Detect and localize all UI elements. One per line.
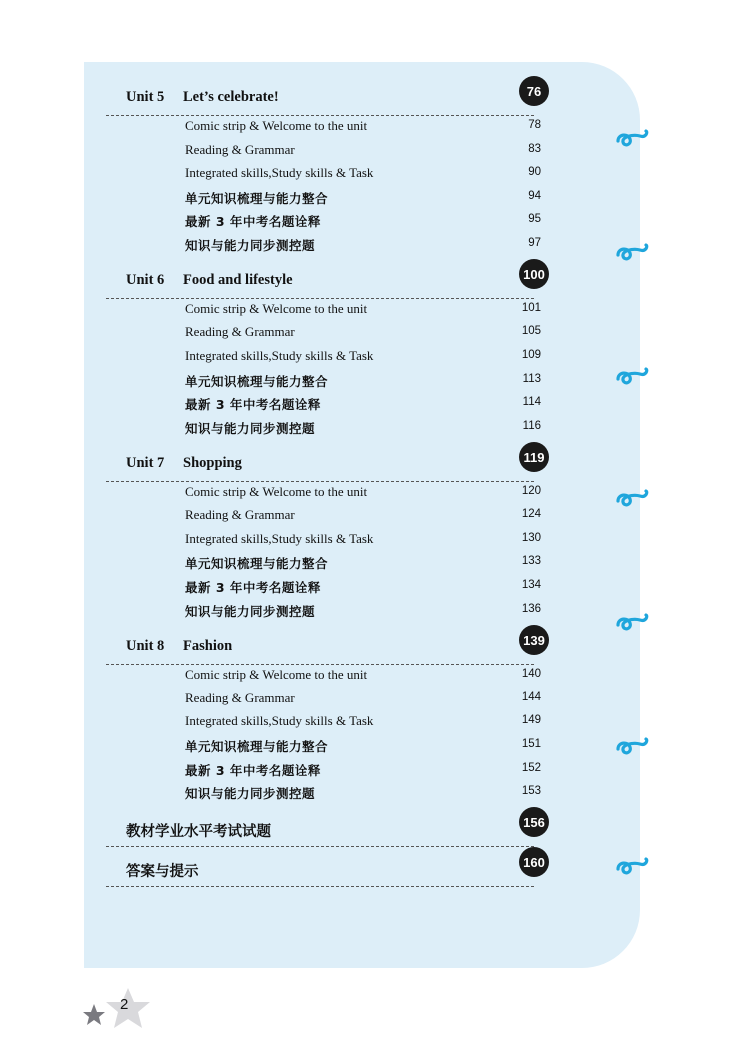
toc-entry[interactable] [185,210,541,232]
toc-entry[interactable] [185,482,541,504]
unit-heading[interactable] [106,260,548,300]
entry-label: Comic strip & Welcome to the unit [185,484,368,499]
page-badge: 119 [520,443,548,471]
entry-label: Integrated skills,Study skills & Task [185,165,374,180]
unit-name: Shopping [183,455,242,471]
entry-label: 最新 3 年中考名题诠释 [185,580,321,595]
toc-entry[interactable] [185,552,541,574]
spiral-ring-icon [612,488,652,512]
toc-entry[interactable] [185,234,541,256]
page-number: 2 [120,996,129,1013]
entry-page: 113 [522,373,541,385]
entry-page: 90 [528,166,541,178]
spiral-ring-icon [612,856,652,880]
toc-entry[interactable] [185,163,541,185]
unit-heading[interactable] [106,626,548,666]
entry-page: 101 [521,302,541,314]
entry-page: 151 [521,738,541,750]
entry-page: 114 [522,396,541,408]
exam-heading[interactable] [106,808,548,848]
unit-title [126,638,232,655]
entry-page: 83 [528,143,541,155]
entry-label: Integrated skills,Study skills & Task [185,531,374,546]
unit-heading[interactable] [106,443,548,483]
spiral-ring-icon [612,612,652,636]
entry-label: Integrated skills,Study skills & Task [185,348,374,363]
entry-page: 136 [521,603,541,615]
page-badge: 100 [520,260,548,288]
entry-label: 知识与能力同步测控题 [185,604,316,619]
toc-entry[interactable] [185,735,541,757]
entry-label: Comic strip & Welcome to the unit [185,301,368,316]
section-title: 教材学业水平考试试题 [126,824,271,840]
toc-entry[interactable] [185,688,541,710]
entry-label: Reading & Grammar [185,507,295,522]
entry-page: 153 [521,785,541,797]
unit-name: Food and lifestyle [183,272,293,288]
toc-entry[interactable] [185,140,541,162]
entry-label: 最新 3 年中考名题诠释 [185,397,321,412]
entry-page: 109 [521,349,541,361]
entry-page: 140 [521,668,541,680]
unit-name: Let’s celebrate! [183,89,279,105]
entry-page: 95 [528,213,541,225]
toc-entry[interactable] [185,299,541,321]
unit-number: Unit 6 [126,272,165,288]
entry-label: Comic strip & Welcome to the unit [185,667,368,682]
page-badge: 160 [520,848,548,876]
entry-page: 152 [521,762,541,774]
toc-entry[interactable] [185,417,541,439]
entry-page: 149 [521,714,541,726]
entry-page: 94 [528,190,541,202]
dashed-divider [106,846,534,847]
entry-page: 124 [521,508,541,520]
entry-page: 134 [521,579,541,591]
toc-entry[interactable] [185,505,541,527]
toc-entry[interactable] [185,759,541,781]
entry-label: 知识与能力同步测控题 [185,421,316,436]
spiral-ring-icon [612,736,652,760]
entry-label: 知识与能力同步测控题 [185,786,316,801]
unit-name: Fashion [183,638,233,654]
entry-page: 116 [522,420,541,432]
toc-entry[interactable] [185,665,541,687]
toc-entry[interactable] [185,116,541,138]
unit-heading[interactable] [106,77,548,117]
answers-heading[interactable] [106,848,548,888]
unit-number: Unit 5 [126,89,165,105]
entry-label: 单元知识梳理与能力整合 [185,191,329,206]
entry-page: 130 [521,532,541,544]
section-title: 答案与提示 [126,864,199,880]
page-number-badge [82,986,154,1036]
spiral-ring-icon [612,366,652,390]
unit-title [126,272,293,289]
star-icon [82,986,154,1036]
entry-label: Integrated skills,Study skills & Task [185,713,374,728]
entry-label: 最新 3 年中考名题诠释 [185,763,321,778]
toc-entry[interactable] [185,782,541,804]
toc-entry[interactable] [185,576,541,598]
entry-label: 知识与能力同步测控题 [185,238,316,253]
entry-label: 单元知识梳理与能力整合 [185,739,329,754]
entry-label: 单元知识梳理与能力整合 [185,374,329,389]
toc-entry[interactable] [185,600,541,622]
entry-label: 单元知识梳理与能力整合 [185,556,329,571]
unit-title [126,455,242,472]
entry-page: 133 [521,555,541,567]
entry-page: 97 [528,237,541,249]
toc-entry[interactable] [185,187,541,209]
toc-entry[interactable] [185,346,541,368]
entry-label: Reading & Grammar [185,690,295,705]
entry-label: Reading & Grammar [185,324,295,339]
entry-label: Reading & Grammar [185,142,295,157]
spiral-ring-icon [612,128,652,152]
dashed-divider [106,886,534,887]
entry-page: 144 [521,691,541,703]
entry-label: Comic strip & Welcome to the unit [185,118,368,133]
page-badge: 76 [520,77,548,105]
entry-page: 105 [521,325,541,337]
unit-number: Unit 8 [126,638,165,654]
toc-entry[interactable] [185,711,541,733]
toc-entry[interactable] [185,529,541,551]
toc-entry[interactable] [185,322,541,344]
toc-entry[interactable] [185,393,541,415]
spiral-ring-icon [612,242,652,266]
unit-number: Unit 7 [126,455,165,471]
entry-label: 最新 3 年中考名题诠释 [185,214,321,229]
toc-entry[interactable] [185,370,541,392]
page-badge: 139 [520,626,548,654]
unit-title [126,89,279,106]
entry-page: 120 [521,485,541,497]
entry-page: 78 [528,119,541,131]
page-badge: 156 [520,808,548,836]
